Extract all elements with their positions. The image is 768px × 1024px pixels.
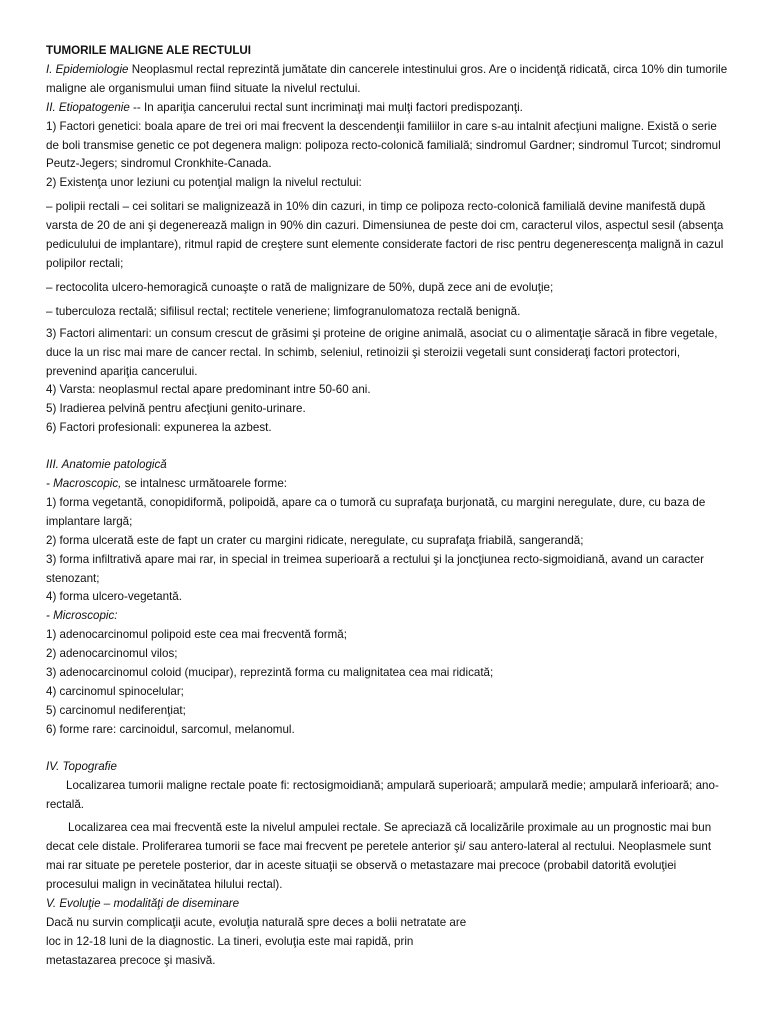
factor-genetic: 1) Factori genetici: boala apare de trei ori mai frecvent la descendenţii familiilor in care s-au intalnit afecţiuni maligne. Există o serie de boli transmise genetic ce pot degenera malign: polipoza recto-colonică familială; sindromul Gardner; sindromul Turcot; sindromul Peutz-Jegers; sindromul Cronkhite-Canada. xyxy=(46,119,721,171)
document-title: TUMORILE MALIGNE ALE RECTULUI xyxy=(46,44,252,57)
macroscopic-label: - Macroscopic, xyxy=(46,477,122,491)
topografie-heading: IV. Topografie xyxy=(46,759,117,773)
microscopic-label: - Microscopic: xyxy=(46,609,118,623)
macro-item: 4) forma ulcero-vegetantă. xyxy=(46,590,182,604)
micro-item: 5) carcinomul nediferenţiat; xyxy=(46,703,186,717)
macroscopic-text: se intalnesc următoarele forme: xyxy=(121,477,287,491)
topografie-paragraph-2: Localizarea cea mai frecventă este la nivelul ampulei rectale. Se apreciază că localizările proximale au un prognostic mai bun decat cele distale. Proliferarea tumorii se face mai frecvent pe peretele anterior şi/ sau antero-lateral al rectului. Neoplasmele sunt mai rar situate pe peretele posterior, dar in aceste situaţii se observă o metastazare mai precoce (probabil datorită evoluţiei procesului malign in vecinătatea hilului rectal). xyxy=(46,821,712,892)
factor-profesional: 6) Factori profesionali: expunerea la azbest. xyxy=(46,421,272,435)
etiopatogenie-paragraph xyxy=(46,99,731,118)
evolutie-line: Dacă nu survin complicaţii acute, evoluţia naturală spre deces a bolii netratate are xyxy=(46,915,467,929)
micro-item: 6) forme rare: carcinoidul, sarcomul, melanomul. xyxy=(46,722,295,736)
factor-varsta: 4) Varsta: neoplasmul rectal apare predominant intre 50-60 ani. xyxy=(46,383,371,397)
etiopatogenie-intro: In apariţia cancerului rectal sunt incriminaţi mai mulţi factori predispozanţi. xyxy=(143,100,523,114)
etiopatogenie-heading: II. Etiopatogenie xyxy=(46,100,130,114)
evolutie-line: metastazarea precoce şi masivă. xyxy=(46,953,216,967)
factor-alimentar: 3) Factori alimentari: un consum crescut de grăsimi şi proteine de origine animală, asociat cu o alimentaţie săracă in fibre vegetale, duce la un risc mai mare de cancer rectal. In schimb, seleniul, retinoizii şi steroizii vegetali sunt consideraţi factori protectori, prevenind apariţia cancerului. xyxy=(46,326,718,378)
evolutie-heading: V. Evoluţie – modalităţi de diseminare xyxy=(46,897,240,911)
etiopatogenie-separator: -- xyxy=(129,100,144,114)
micro-item: 3) adenocarcinomul coloid (mucipar), reprezintă forma cu malignitatea cea mai ridicată; xyxy=(46,666,494,680)
topografie-paragraph-1: Localizarea tumorii maligne rectale poate fi: rectosigmoidiană; ampulară superioară; ampulară medie; ampulară inferioară; ano-rectală. xyxy=(46,778,719,811)
micro-item: 1) adenocarcinomul polipoid este cea mai frecventă formă; xyxy=(46,628,347,642)
macro-item: 1) forma vegetantă, conopidiformă, polipoidă, apare ca o tumoră cu suprafaţa burjonată, cu margini neregulate, dure, cu baza de implantare largă; xyxy=(46,495,706,528)
document-page xyxy=(46,42,731,971)
tuberculoza: – tuberculoza rectală; sifilisul rectal; rectitele veneriene; limfogranulomatoza rectală benignă. xyxy=(46,304,521,318)
macro-item: 3) forma infiltrativă apare mai rar, in special in treimea superioară a rectului şi la joncţiunea recto-sigmoidiană, avand un caracter stenozant; xyxy=(46,552,704,585)
epidemiologie-text: Neoplasmul rectal reprezintă jumătate din cancerele intestinului gros. Are o incidenţă ridicată, circa 10% din tumorile maligne ale organismului uman fiind situate la nivelul rectului. xyxy=(46,62,728,95)
epidemiologie-heading: I. Epidemiologie xyxy=(46,62,129,76)
rectocolita: – rectocolita ulcero-hemoragică cunoaşte o rată de malignizare de 50%, după zece ani de evoluţie; xyxy=(46,280,554,294)
factor-leziuni: 2) Existenţa unor leziuni cu potenţial malign la nivelul rectului: xyxy=(46,176,362,190)
micro-item: 4) carcinomul spinocelular; xyxy=(46,685,184,698)
polipi-rectali: – polipii rectali – cei solitari se malignizează in 10% din cazuri, in timp ce polipoza recto-colonică familială devine manifestă după varsta de 20 de ani şi degenerează malign in 90% din cazuri. Dimensiunea de peste doi cm, caracterul vilos, aspectul sesil (absenţa pediculului de implantare), ritmul rapid de creştere sunt elemente considerate factori de risc pentru degenerescenţa malignă in cazul polipilor rectali; xyxy=(46,200,724,270)
evolutie-line: loc in 12-18 luni de la diagnostic. La tineri, evoluţia este mai rapidă, prin xyxy=(46,934,414,948)
macro-item: 2) forma ulcerată este de fapt un crater cu margini ridicate, neregulate, cu suprafaţa friabilă, sangerandă; xyxy=(46,533,584,547)
macroscopic-intro xyxy=(46,475,731,494)
factor-iradiere: 5) Iradierea pelvină pentru afecţiuni genito-urinare. xyxy=(46,402,306,416)
epidemiologie-paragraph xyxy=(46,61,731,99)
anatomie-heading: III. Anatomie patologică xyxy=(46,458,167,472)
micro-item: 2) adenocarcinomul vilos; xyxy=(46,647,178,661)
